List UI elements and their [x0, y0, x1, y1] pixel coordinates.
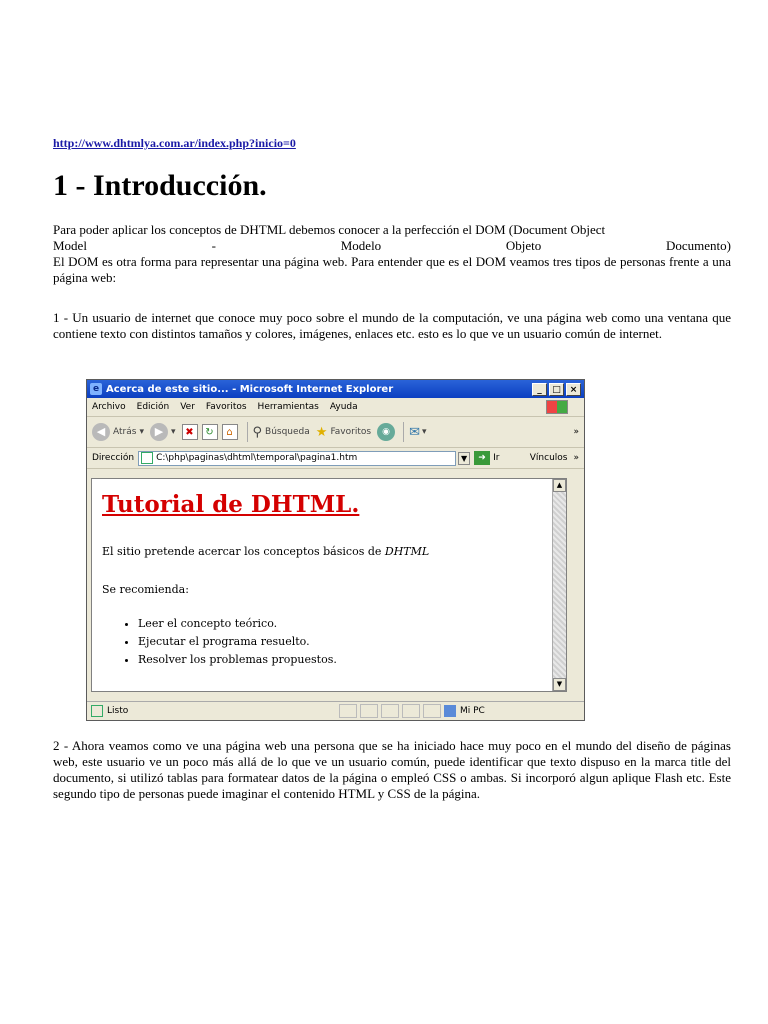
menu-ver: Ver — [180, 402, 195, 412]
ie-logo-icon: e — [90, 383, 102, 395]
intro-word: Objeto — [505, 238, 542, 253]
windows-flag-icon — [546, 400, 568, 414]
user-type-2-paragraph: 2 - Ahora veamos como ve una página web una persona que se ha iniciado hace muy poco en el mundo del diseño de páginas web, este usuario ve un poco más allá de lo que ve un usuario común, puede identificar que texto dispuso en la marca title del documento, si utilizó tablas para formatear datos de la página o empleó CSS o ambas. Si incorporó algun aplique Flash etc. Este segundo tipo de personas puede imaginar el contenido HTML y CSS de la página. — [53, 738, 731, 801]
search-button — [253, 425, 310, 440]
go-label: Ir — [493, 453, 500, 463]
address-label: Dirección — [92, 453, 135, 463]
address-bar — [87, 448, 584, 469]
status-page-icon — [91, 705, 103, 717]
zone-text: Mi PC — [460, 706, 485, 716]
media-icon: ◉ — [377, 423, 395, 441]
minimize-icon: _ — [532, 383, 547, 396]
intro-paragraph — [53, 222, 731, 286]
menu-archivo: Archivo — [92, 402, 126, 412]
tutorial-recommend: Se recomienda: — [102, 583, 189, 596]
links-label: Vínculos — [529, 453, 568, 463]
favorites-button — [316, 425, 371, 440]
menu-edicion: Edición — [136, 402, 170, 412]
intro-line-1: Para poder aplicar los conceptos de DHTML debemos conocer a la perfección el DOM (Document Object — [53, 222, 606, 237]
intro-word: Modelo — [340, 238, 382, 253]
address-value: C:\php\paginas\dhtml\temporal\pagina1.htm — [156, 453, 358, 463]
go-arrow-icon: ➜ — [474, 451, 490, 465]
close-icon: × — [566, 383, 581, 396]
refresh-icon: ↻ — [202, 424, 218, 440]
intro-line-2 — [53, 238, 731, 254]
browser-toolbar — [87, 417, 584, 448]
back-arrow-icon: ◀ — [92, 423, 110, 441]
browser-content — [91, 478, 567, 692]
source-link[interactable]: http://www.dhtmlya.com.ar/index.php?inicio=0 — [53, 136, 296, 150]
mail-icon: ✉ — [409, 424, 420, 440]
back-label: Atrás — [113, 427, 137, 437]
mail-button: ✉ ▾ — [409, 424, 427, 440]
menu-favoritos: Favoritos — [205, 402, 247, 412]
search-label: Búsqueda — [265, 427, 310, 437]
browser-statusbar — [87, 701, 584, 720]
toolbar-more-icon: » — [573, 427, 579, 437]
search-icon: ⚲ — [252, 424, 263, 440]
tutorial-intro — [102, 545, 429, 558]
forward-button: ▶ ▾ — [150, 423, 176, 441]
tutorial-list — [122, 615, 337, 669]
back-button: ◀ Atrás ▾ — [92, 423, 144, 441]
browser-screenshot — [86, 379, 585, 721]
intro-word: Documento) — [666, 238, 731, 253]
browser-window-title: Acerca de este sitio... - Microsoft Internet Explorer — [106, 383, 394, 395]
tutorial-heading: Tutorial de DHTML. — [102, 491, 360, 518]
computer-icon — [444, 705, 456, 717]
address-field — [138, 451, 456, 466]
stop-icon: ✖ — [182, 424, 198, 440]
address-dropdown-icon: ▼ — [458, 452, 470, 465]
page-title: 1 - Introducción. — [53, 169, 267, 202]
home-icon: ⌂ — [222, 424, 238, 440]
links-more-icon: » — [573, 453, 579, 463]
star-icon: ★ — [315, 424, 328, 440]
intro-word: Model — [53, 238, 87, 253]
maximize-icon: □ — [549, 383, 564, 396]
vertical-scrollbar — [552, 479, 566, 691]
user-type-1-paragraph: 1 - Un usuario de internet que conoce muy poco sobre el mundo de la computación, ve una página web como una ventana que contiene texto con distintos tamaños y colores, imágenes, enlaces etc. esto es lo que ve un usuario común de internet. — [53, 310, 731, 341]
forward-arrow-icon: ▶ — [150, 423, 168, 441]
list-item: • Ejecutar el programa resuelto. — [138, 633, 337, 651]
favorites-label: Favoritos — [330, 427, 372, 437]
intro-line-3: El DOM es otra forma para representar una página web. Para entender que es el DOM veamos tres tipos de personas frente a una página web: — [53, 254, 731, 285]
browser-titlebar — [87, 380, 584, 398]
menu-ayuda: Ayuda — [329, 402, 358, 412]
browser-menubar — [87, 398, 584, 417]
intro-word: - — [211, 238, 217, 253]
list-item: • Leer el concepto teórico. — [138, 615, 337, 633]
scroll-up-icon: ▲ — [553, 479, 566, 492]
scroll-down-icon: ▼ — [553, 678, 566, 691]
menu-herramientas: Herramientas — [257, 402, 319, 412]
tutorial-intro-text: El sitio pretende acercar los conceptos básicos de — [102, 545, 382, 558]
list-item: • Resolver los problemas propuestos. — [138, 651, 337, 669]
status-text: Listo — [107, 706, 129, 716]
page-icon — [141, 452, 153, 464]
tutorial-intro-em: DHTML — [384, 545, 430, 558]
